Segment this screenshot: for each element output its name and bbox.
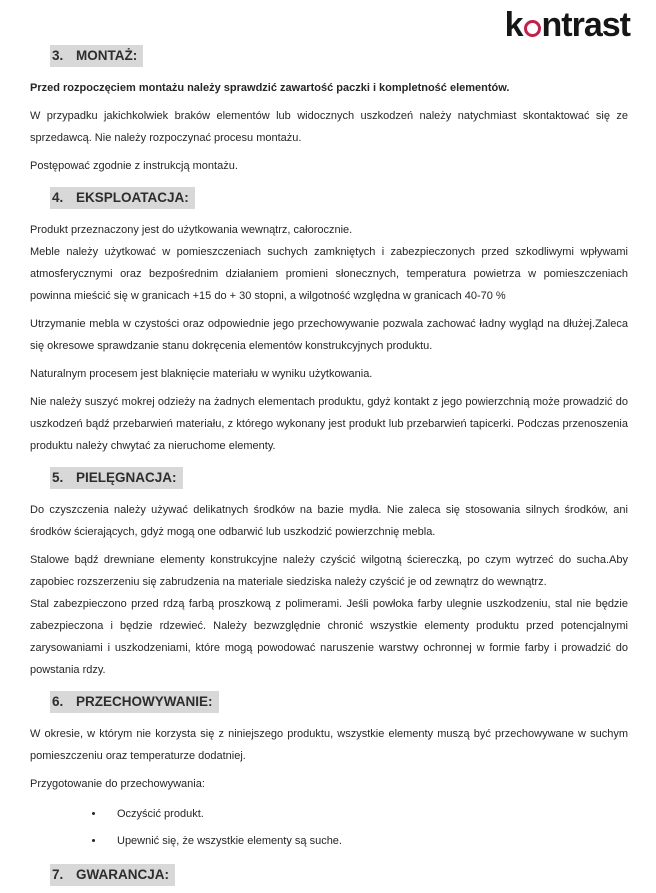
section-number: 6. xyxy=(52,694,64,709)
paragraph-montaz-1: Przed rozpoczęciem montażu należy sprawdzić zawartość paczki i kompletność elementów. xyxy=(30,82,510,94)
kontrast-logo xyxy=(505,8,630,42)
logo-text-prefix: k xyxy=(504,6,523,44)
paragraph-przechowywanie-2: Przygotowanie do przechowywania: xyxy=(30,778,205,790)
section-title: PIELĘGNACJA: xyxy=(76,470,177,485)
paragraph-przechowywanie-1: W okresie, w którym nie korzysta się z niniejszego produktu, wszystkie elementy muszą być przechowywane w suchym pomieszczeniu oraz temperaturze dodatniej. xyxy=(30,728,628,762)
list-item: • Upewnić się, że wszystkie elementy są suche. xyxy=(105,830,628,852)
paragraph-montaz-2: W przypadku jakichkolwiek braków elementów lub widocznych uszkodzeń należy natychmiast skontaktować się ze sprzedawcą. Nie należy rozpoczynać procesu montażu. xyxy=(30,110,628,144)
section-number: 5. xyxy=(52,470,64,485)
section-heading-highlight xyxy=(50,864,175,886)
section-title: PRZECHOWYWANIE: xyxy=(76,694,213,709)
paragraph-pielegnacja-3: Stal zabezpieczono przed rdzą farbą proszkową z polimerami. Jeśli powłoka farby ulegnie uszkodzeniu, stal nie będzie zabezpieczona i będzie rdzewieć. Należy bezwzględnie chronić wszystkie elementy produktu przed potencjalnymi zarysowaniami i uszkodzeniami, które mogą powodować naruszenie warstwy ochronnej w formie farby i prowadzić do powstania rdzy. xyxy=(30,598,628,676)
paragraph-eksploatacja-2: Meble należy użytkować w pomieszczeniach suchych zamkniętych i zabezpieczonych przed szkodliwymi wpływami atmosferycznymi oraz bezpośrednim działaniem promieni słonecznych, temperatura powietrza w pomieszczeniach powinna mieścić się w granicach +15 do + 30 stopni, a wilgotność względna w granicach 40-70 % xyxy=(30,246,628,302)
section-number: 7. xyxy=(52,867,64,882)
paragraph-eksploatacja-5: Nie należy suszyć mokrej odzieży na żadnych elementach produktu, gdyż kontakt z jego powierzchnią może prowadzić do uszkodzeń bądź przebarwień materiału, z którego wykonany jest produkt lub przebarwień tapicerki. Podczas przenoszenia produktu należy chwytać za nieruchome elementy. xyxy=(30,396,628,452)
section-heading-highlight xyxy=(50,187,195,209)
paragraph-pielegnacja-2: Stalowe bądź drewniane elementy konstrukcyjne należy czyścić wilgotną ściereczką, po czym wytrzeć do sucha.Aby zapobiec rozszerzeniu się zabrudzenia na materiale siedziska należy czyścić je od zewnątrz do wewnątrz. xyxy=(30,554,628,588)
section-heading-montaz xyxy=(50,45,628,67)
section-heading-highlight xyxy=(50,691,219,713)
section-number: 4. xyxy=(52,190,64,205)
section-heading-eksploatacja xyxy=(50,187,628,209)
logo-text-suffix: ntrast xyxy=(541,6,630,44)
paragraph-eksploatacja-3: Utrzymanie mebla w czystości oraz odpowiednie jego przechowywanie pozwala zachować ładny wygląd na dłużej.Zaleca się okresowe sprawdzanie stanu dokręcenia elementów konstrukcyjnych produktu. xyxy=(30,318,628,352)
section-number: 3. xyxy=(52,48,64,63)
paragraph-pielegnacja-1: Do czyszczenia należy używać delikatnych środków na bazie mydła. Nie zaleca się stosowania silnych środków, ani środków ścierających, gdyż mogą one odbarwić lub uszkodzić powierzchnię mebla. xyxy=(30,504,628,538)
list-item: • Oczyścić produkt. xyxy=(105,803,628,825)
section-heading-gwarancja xyxy=(50,864,628,886)
section-title: MONTAŻ: xyxy=(76,48,138,63)
storage-preparation-list xyxy=(30,803,628,852)
section-heading-pielegnacja xyxy=(50,467,628,489)
section-heading-highlight xyxy=(50,467,183,489)
paragraph-eksploatacja-4: Naturalnym procesem jest blaknięcie materiału w wyniku użytkowania. xyxy=(30,368,373,380)
section-title: GWARANCJA: xyxy=(76,867,169,882)
paragraph-eksploatacja-1: Produkt przeznaczony jest do użytkowania wewnątrz, całorocznie. xyxy=(30,224,353,236)
section-heading-highlight xyxy=(50,45,143,67)
logo-ring-icon xyxy=(524,20,541,37)
section-heading-przechowywanie xyxy=(50,691,628,713)
section-title: EKSPLOATACJA: xyxy=(76,190,189,205)
paragraph-montaz-3: Postępować zgodnie z instrukcją montażu. xyxy=(30,160,238,172)
